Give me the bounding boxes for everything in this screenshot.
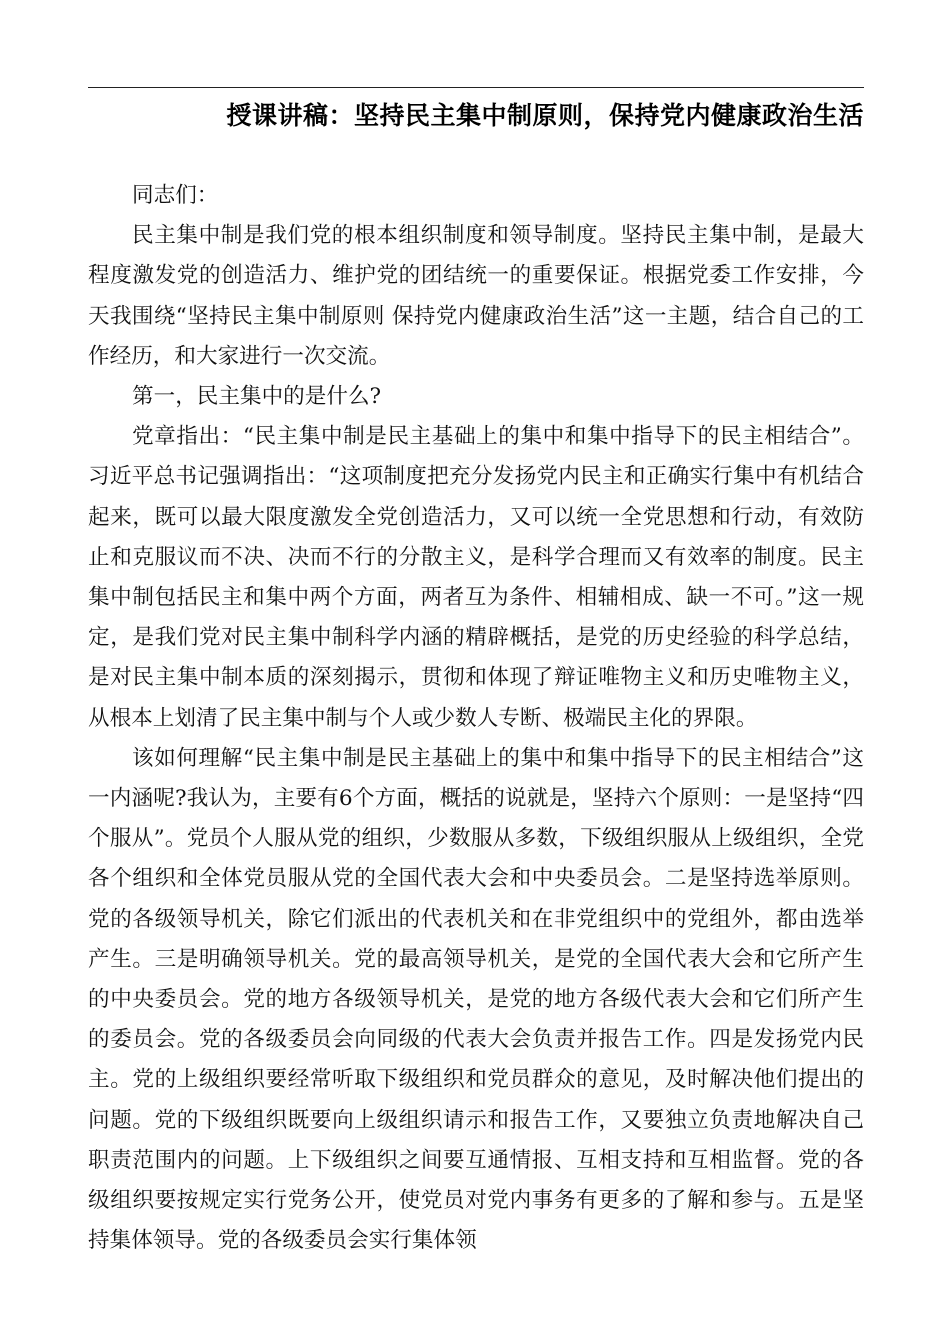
salutation-paragraph: 同志们： bbox=[132, 183, 219, 208]
header-rule bbox=[88, 87, 864, 88]
document-body bbox=[88, 176, 864, 1261]
document-title: 授课讲稿：坚持民主集中制原则，保持党内健康政治生活 bbox=[226, 101, 864, 130]
party-charter-paragraph: 党章指出：“民主集中制是民主基础上的集中和集中指导下的民主相结合”。习近平总书记强调指出：“这项制度把充分发扬党内民主和正确实行集中有机结合起来，既可以最大限度激发全党创造活力，又可以统一全党思想和行动，有效防止和克服议而不决、决而不行的分散主义，是科学合理而又有效率的制度。民主集中制包括民主和集中两个方面，两者互为条件、相辅相成、缺一不可。”这一规定，是我们党对民主集中制科学内涵的精辟概括，是党的历史经验的科学总结，是对民主集中制本质的深刻揭示，贯彻和体现了辩证唯物主义和历史唯物主义，从根本上划清了民主集中制与个人或少数人专断、极端民主化的界限。 bbox=[88, 424, 864, 731]
six-principles-paragraph: 该如何理解“民主集中制是民主基础上的集中和集中指导下的民主相结合”这一内涵呢?我认为，主要有6个方面，概括的说就是，坚持六个原则：一是坚持“四个服从”。党员个人服从党的组织，少数服从多数，下级组织服从上级组织，全党各个组织和全体党员服从党的全国代表大会和中央委员会。二是坚持选举原则。党的各级领导机关，除它们派出的代表机关和在非党组织中的党组外，都由选举产生。三是明确领导机关。党的最高领导机关，是党的全国代表大会和它所产生的中央委员会。党的地方各级领导机关，是党的地方各级代表大会和它们所产生的委员会。党的各级委员会向同级的代表大会负责并报告工作。四是发扬党内民主。党的上级组织要经常听取下级组织和党员群众的意见，及时解决他们提出的问题。党的下级组织既要向上级组织请示和报告工作，又要独立负责地解决自己职责范围内的问题。上下级组织之间要互通情报、互相支持和互相监督。党的各级组织要按规定实行党务公开，使党员对党内事务有更多的了解和参与。五是坚持集体领导。党的各级委员会实行集体领 bbox=[88, 745, 864, 1254]
section-heading-paragraph: 第一，民主集中的是什么? bbox=[132, 384, 382, 410]
intro-paragraph: 民主集中制是我们党的根本组织制度和领导制度。坚持民主集中制，是最大程度激发党的创造活力、维护党的团结统一的重要保证。根据党委工作安排，今天我围绕“坚持民主集中制原则 保持党内健康政治生活”这一主题，结合自己的工作经历，和大家进行一次交流。 bbox=[88, 223, 864, 369]
